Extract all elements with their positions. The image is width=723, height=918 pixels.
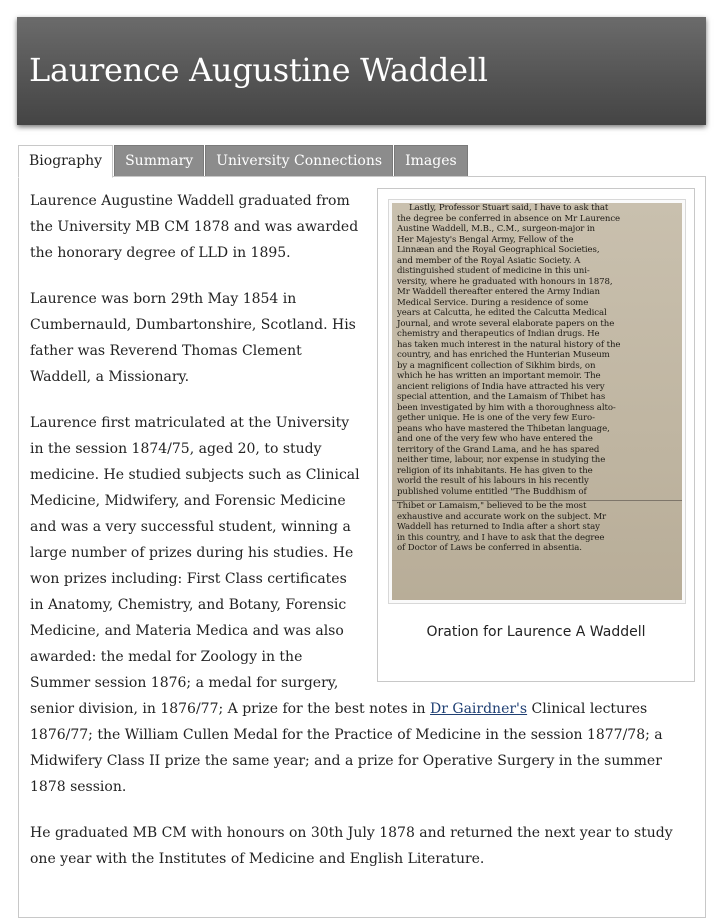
clipping-scan <box>392 203 682 600</box>
clipping-line: chemistry and therapeutics of Indian drugs. He <box>397 329 600 339</box>
tab-university-connections[interactable]: University Connections <box>205 145 393 176</box>
clipping-line: special attention, and the Lamaism of Thibet has <box>397 392 606 402</box>
bio-paragraph-3-text-end: Clinical lectures 1876/77; the William Cullen Medal for the Practice of Medicine in the session 1877/78; a Midwifery Class II prize the same year; and a prize for Operative Surgery in the summer 1878 session. <box>30 701 663 795</box>
bio-paragraph-4: He graduated MB CM with honours on 30th July 1878 and returned the next year to study one year with the Institutes of Medicine and English Literature. <box>30 825 673 867</box>
clipping-line: country, and has enriched the Hunterian Museum <box>397 350 610 360</box>
clipping-line: world the result of his labours in his recently <box>397 476 589 486</box>
clipping-line: and one of the very few who have entered the <box>397 434 593 444</box>
biography-panel <box>18 176 706 918</box>
clipping-line: the degree be conferred in absence on Mr Laurence <box>397 213 621 224</box>
clipping-line: years at Calcutta, he edited the Calcutta Medical <box>397 308 607 318</box>
clipping-line: published volume entitled "The Buddhism of <box>397 486 587 497</box>
tab-bar <box>18 145 469 177</box>
clipping-line: versity, where he graduated with honours in 1878, <box>397 276 613 287</box>
clipping-line: which he has written an important memoir. The <box>397 371 601 381</box>
clipping-line: Mr Waddell thereafter entered the Army Indian <box>397 287 600 297</box>
clipping-line: gether unique. He is one of the very few Euro- <box>397 413 595 423</box>
clipping-line: Medical Service. During a residence of some <box>397 297 589 308</box>
figure-caption: Oration for Laurence A Waddell <box>426 624 646 640</box>
biography-content <box>30 188 695 892</box>
clipping-line: of Doctor of Laws be conferred in absentia. <box>397 543 582 553</box>
tab-images[interactable]: Images <box>394 145 468 176</box>
clipping-line: religion of its inhabitants. He has given to the <box>397 465 593 476</box>
clipping-line: distinguished student of medicine in this uni- <box>397 266 590 276</box>
tab-summary[interactable]: Summary <box>114 145 204 176</box>
clipping-line: been investigated by him with a thoroughness alto- <box>397 402 616 413</box>
clipping-line: Her Majesty's Bengal Army, Fellow of the <box>397 234 574 245</box>
bio-paragraph-1: Laurence Augustine Waddell graduated from the University MB CM 1878 and was awarded the honorary degree of LLD in 1895. <box>30 193 359 261</box>
newspaper-clipping-image[interactable] <box>388 199 686 604</box>
clipping-text <box>397 203 677 554</box>
clipping-line: Journal, and wrote several elaborate papers on the <box>397 318 615 329</box>
clipping-line: peans who have mastered the Thibetan language, <box>397 423 610 434</box>
clipping-line: neither time, labour, nor expense in studying the <box>397 455 606 465</box>
clipping-line: by a magnificent collection of Sikhim birds, on <box>397 360 596 371</box>
page-title: Laurence Augustine Waddell <box>29 51 488 89</box>
bio-paragraph-2: Laurence was born 29th May 1854 in Cumbernauld, Dumbartonshire, Scotland. His father was Reverend Thomas Clement Waddell, a Missionary. <box>30 291 356 385</box>
clipping-line: in this country, and I have to ask that the degree <box>397 532 605 543</box>
clipping-line: Linnæan and the Royal Geographical Societies, <box>397 245 600 255</box>
dr-gairdner-link[interactable]: Dr Gairdner's <box>430 701 528 717</box>
bio-paragraph-3-text: Laurence first matriculated at the University in the session 1874/75, aged 20, to study medicine. He studied subjects such as Clinical Medicine, Midwifery, and Forensic Medicine and was a very successful student, winning a large number of prizes during his studies. He won prizes including: First Class certificates in Anatomy, Chemistry, and Botany, Forensic Medicine, and Materia Medica and was also awarded: the medal for Zoology in the Summer session 1876; a medal for surgery, senior division, in 1876/77; A prize for the best notes in <box>30 415 431 717</box>
clipping-line: has taken much interest in the natural history of the <box>397 339 621 350</box>
clipping-line: ancient religions of India have attracted his very <box>397 381 605 392</box>
clipping-line: and member of the Royal Asiatic Society. A <box>397 255 581 266</box>
oration-figure <box>377 188 695 682</box>
clipping-line: Waddell has returned to India after a short stay <box>397 522 600 532</box>
tab-biography[interactable]: Biography <box>18 145 113 178</box>
clipping-line: exhaustive and accurate work on the subject. Mr <box>397 511 607 522</box>
clipping-line: Austine Waddell, M.B., C.M., surgeon-major in <box>397 224 595 234</box>
clipping-line: Thibet or Lamaism," believed to be the most <box>397 501 587 511</box>
clipping-line: Lastly, Professor Stuart said, I have to ask that <box>409 203 609 213</box>
clipping-line: territory of the Grand Lama, and he has spared <box>397 444 600 455</box>
page-header <box>17 17 706 125</box>
